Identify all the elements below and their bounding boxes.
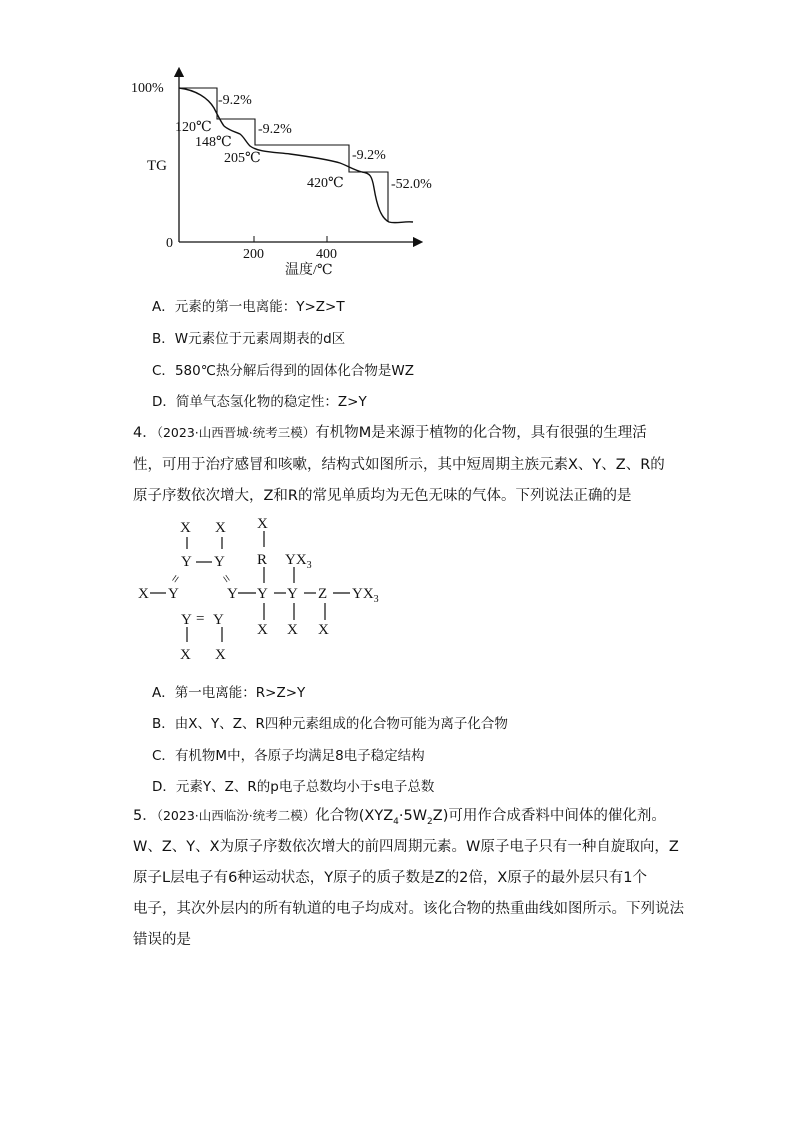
double-bond: =: [167, 571, 185, 587]
q4-line-1: [133, 423, 647, 443]
double-bond: =: [196, 611, 205, 627]
atom-y: Y: [181, 612, 192, 628]
tg-curve-chart: [0, 0, 794, 290]
atom-x: X: [318, 622, 329, 638]
atom-x: X: [180, 647, 191, 663]
x-tick-label-200: 200: [243, 247, 264, 262]
option-text: W元素位于元素周期表的d区: [174, 331, 346, 347]
x-axis-label: 温度/℃: [285, 263, 333, 278]
q3-option-a: [152, 295, 345, 315]
option-text: 由X、Y、Z、R四种元素组成的化合物可能为离子化合物: [174, 716, 508, 732]
question-text: Z)可用作合成香料中间体的催化剂。: [432, 808, 666, 824]
y-axis-label: TG: [147, 158, 167, 174]
structural-formula: [0, 505, 794, 670]
option-text: 元素Y、Z、R的p电子总数均小于s电子总数: [175, 779, 435, 795]
question-number: 4．: [133, 425, 157, 441]
temp-label-420: 420℃: [307, 176, 344, 191]
q5-line-2: W、Z、Y、X为原子序数依次增大的前四周期元素。W原子电子只有一种自旋取向，Z: [133, 839, 679, 855]
q4-option-c: [152, 744, 425, 764]
group-yx3: $YX_3$: [352, 586, 379, 605]
q4-option-b: [152, 712, 508, 732]
atom-y: Y: [213, 612, 224, 628]
option-text: 简单气态氢化物的稳定性：Z>Y: [175, 394, 367, 410]
atom-y: Y: [214, 554, 225, 570]
atom-y: Y: [168, 586, 179, 602]
atom-x: X: [215, 647, 226, 663]
atom-x: X: [257, 516, 268, 532]
atom-x: X: [180, 520, 191, 536]
q4-option-d: [152, 775, 434, 795]
option-letter: B．: [152, 331, 175, 347]
atom-x: X: [287, 622, 298, 638]
option-text: 580℃热分解后得到的固体化合物是WZ: [174, 363, 414, 379]
loss-label-1: -9.2%: [218, 93, 252, 108]
q5-line-3: 原子L层电子有6种运动状态，Y原子的质子数是Z的2倍，X原子的最外层只有1个: [133, 870, 647, 886]
atom-z: Z: [318, 586, 328, 602]
temp-label-148: 148℃: [195, 135, 232, 150]
atom-x: X: [138, 586, 149, 602]
loss-label-3: -9.2%: [352, 148, 386, 163]
compound-formula: 化合物($XYZ_4\cdot 5W_2$: [315, 808, 433, 827]
option-letter: D．: [152, 779, 176, 795]
group-yx3: $YX_3$: [285, 552, 312, 571]
atom-y: Y: [227, 586, 238, 602]
q4-line-3: 原子序数依次增大，Z和R的常见单质均为无色无味的气体。下列说法正确的是: [133, 488, 632, 504]
option-text: 有机物M中，各原子均满足8电子稳定结构: [174, 748, 425, 764]
option-letter: D．: [152, 394, 176, 410]
q4-line-2: 性，可用于治疗感冒和咳嗽，结构式如图所示，其中短周期主族元素X、Y、Z、R的: [133, 457, 665, 473]
q4-option-a: [152, 681, 305, 701]
atom-y: Y: [257, 586, 268, 602]
option-text: 元素的第一电离能：Y>Z>T: [174, 299, 345, 315]
atom-x: X: [215, 520, 226, 536]
temp-label-205: 205℃: [224, 151, 261, 166]
q5-line-1: [133, 806, 666, 832]
double-bond: =: [217, 571, 234, 587]
y-zero-label: 0: [166, 236, 173, 251]
atom-y: Y: [181, 554, 192, 570]
q5-line-4: 电子，其次外层内的所有轨道的电子均成对。该化合物的热重曲线如图所示。下列说法: [133, 901, 684, 917]
q5-line-5: 错误的是: [133, 932, 191, 948]
option-letter: A．: [152, 299, 175, 315]
option-letter: C．: [152, 748, 175, 764]
option-letter: A．: [152, 685, 175, 701]
question-source: （2023·山西晋城·统考三模）: [156, 425, 316, 440]
loss-label-2: -9.2%: [258, 122, 292, 137]
option-text: 第一电离能：R>Z>Y: [174, 685, 306, 701]
q3-option-b: [152, 327, 345, 347]
atom-y: Y: [287, 586, 298, 602]
temp-label-120: 120℃: [175, 120, 212, 135]
atom-r: R: [257, 552, 268, 568]
y-top-label: 100%: [131, 81, 164, 96]
q3-option-c: [152, 359, 414, 379]
option-letter: B．: [152, 716, 175, 732]
loss-label-4: -52.0%: [391, 177, 432, 192]
question-source: （2023·山西临汾·统考二模）: [156, 808, 316, 823]
q3-option-d: [152, 390, 367, 410]
question-number: 5．: [133, 808, 157, 824]
x-tick-label-400: 400: [316, 247, 337, 262]
option-letter: C．: [152, 363, 175, 379]
atom-x: X: [257, 622, 268, 638]
question-text: 有机物M是来源于植物的化合物，具有很强的生理活: [315, 425, 647, 441]
